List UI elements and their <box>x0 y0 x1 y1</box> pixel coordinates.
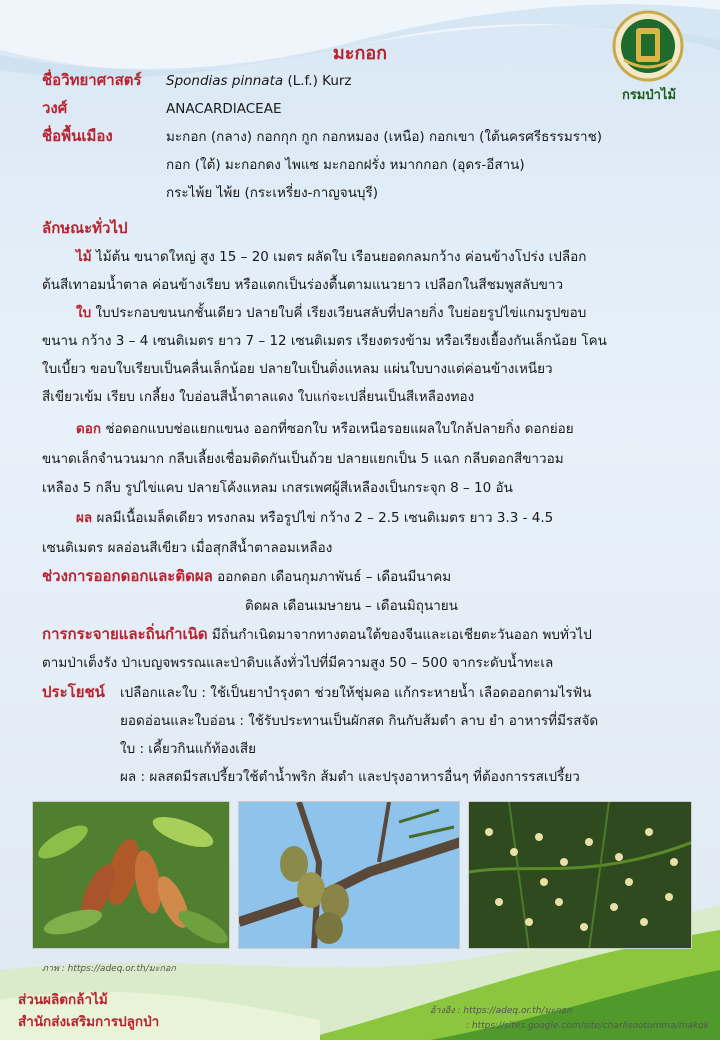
local-name-line: กระไพ้ย ไพ้ย (กระเหรี่ยง-กาญจนบุรี) <box>166 185 379 201</box>
leaf-label: ใบ <box>76 305 92 321</box>
photo-credit: ภาพ : https://adeq.or.th/มะกอก <box>42 964 176 974</box>
season-fruit: ติดผล เดือนเมษายน – เดือนมิถุนายน <box>245 598 458 614</box>
flower-label: ดอก <box>76 421 102 437</box>
footer-org-office: สำนักส่งเสริมการปลูกป่า <box>18 1014 160 1030</box>
tree-line: ไม้ ไม้ต้น ขนาดใหญ่ สูง 15 – 20 เมตร ผลัดใบ เรือนยอดกลมกว้าง ค่อนข้างโปร่ง เปลือก <box>76 249 587 265</box>
scientific-author: (L.f.) Kurz <box>283 73 352 89</box>
scientific-name-value <box>166 71 352 91</box>
family-value: ANACARDIACEAE <box>166 101 282 117</box>
local-name-label: ชื่อพื้นเมือง <box>42 127 113 145</box>
uses-line: ใบ : เคี้ยวกินแก้ท้องเสีย <box>120 741 257 757</box>
flowers-photo <box>468 801 692 949</box>
season-row <box>42 566 451 587</box>
distribution-row: การกระจายและถิ่นกำเนิด มีถิ่นกำเนิดมาจากทางตอนใต้ของจีนและเอเชียตะวันออก พบทั่วไป <box>42 625 592 643</box>
distribution-line: ตามป่าเต็งรัง ป่าเบญจพรรณและป่าดิบแล้งทั่วไปที่มีความสูง 50 – 500 จากระดับน้ำทะเล <box>42 655 554 671</box>
tree-label: ไม้ <box>76 249 92 265</box>
local-name-line: มะกอก (กลาง) กอกกุก กูก กอกหมอง (เหนือ) กอกเขา (ใต้นครศรีธรรมราช) <box>166 129 603 145</box>
leaf-line: ใบเบี้ยว ขอบใบเรียบเป็นคลื่นเล็กน้อย ปลายใบเป็นติ่งแหลม แผ่นใบบางแต่ค่อนข้างเหนียว <box>42 361 553 377</box>
distribution-label: การกระจายและถิ่นกำเนิด <box>42 625 208 643</box>
fruit-line: เซนติเมตร ผลอ่อนสีเขียว เมื่อสุกสีน้ำตาลอมเหลือง <box>42 540 333 556</box>
scientific-name-label: ชื่อวิทยาศาสตร์ <box>42 71 142 89</box>
footer-org-division: ส่วนผลิตกล้าไม้ <box>18 992 108 1008</box>
uses-line: ผล : ผลสดมีรสเปรี้ยวใช้ตำน้ำพริก ส้มตำ และปรุงอาหารอื่นๆ ที่ต้องการรสเปรี้ยว <box>120 769 580 785</box>
leaf-line: สีเขียวเข้ม เรียบ เกลี้ยง ใบอ่อนสีน้ำตาลแดง ใบแก่จะเปลี่ยนเป็นสีเหลืองทอง <box>42 389 475 405</box>
family-row <box>42 98 67 119</box>
uses-line: ยอดอ่อนและใบอ่อน : ใช้รับประทานเป็นผักสด กินกับส้มตำ ลาบ ยำ อาหารที่มีรสจัด <box>120 713 599 729</box>
logo-label: กรมป่าไม้ <box>621 88 677 103</box>
uses-line: เปลือกและใบ : ใช้เป็นยาบำรุงตา ช่วยให้ชุ่มคอ แก้กระหายน้ำ เลือดออกตามไรฟัน <box>120 685 592 701</box>
uses-label: ประโยชน์ <box>42 683 105 701</box>
leaf-line: ขนาน กว้าง 3 – 4 เซนติเมตร ยาว 7 – 12 เซนติเมตร เรียงตรงข้าม หรือเรียงเยื้องกันเล็กน้อย โคน <box>42 333 607 349</box>
fruits-photo <box>238 801 460 949</box>
general-heading: ลักษณะทั่วไป <box>42 219 128 237</box>
fruit-label: ผล <box>76 510 93 526</box>
flower-line: ดอก ช่อดอกแบบช่อแยกแขนง ออกที่ซอกใบ หรือเหนือรอยแผลใบใกล้ปลายกิ่ง ดอกย่อย <box>76 421 574 437</box>
leaves-photo <box>32 801 230 949</box>
flower-line: เหลือง 5 กลีบ รูปไข่แคบ ปลายโค้งแหลม เกสรเพศผู้สีเหลืองเป็นกระจุก 8 – 10 อัน <box>42 480 513 496</box>
uses-row <box>42 682 105 703</box>
flower-line: ขนาดเล็กจำนวนมาก กลีบเลี้ยงเชื่อมติดกันเป็นถ้วย ปลายแยกเป็น 5 แฉก กลีบดอกสีขาวอม <box>42 451 564 467</box>
local-name-line: กอก (ใต้) มะกอกดง ไพแซ มะกอกฝรั่ง หมากกอก (อุดร-อีสาน) <box>166 157 525 173</box>
page-title: มะกอก <box>332 43 388 64</box>
scientific-name-row <box>42 70 142 91</box>
reference-line: : https://sites.google.com/site/charlisootumma/makok <box>466 1021 709 1031</box>
family-label: วงศ์ <box>42 99 68 117</box>
season-label: ช่วงการออกดอกและติดผล <box>42 567 213 585</box>
fruit-line: ผล ผลมีเนื้อเมล็ดเดียว ทรงกลม หรือรูปไข่ กว้าง 2 – 2.5 เซนติเมตร ยาว 3.3 - 4.5 <box>76 510 554 526</box>
reference-line: อ้างอิง : https://adeq.or.th/มะกอก <box>430 1006 572 1016</box>
leaf-line: ใบ ใบประกอบขนนกชั้นเดียว ปลายใบคี่ เรียงเวียนสลับที่ปลายกิ่ง ใบย่อยรูปไข่แกมรูปขอบ <box>76 305 587 321</box>
local-name-row <box>42 126 113 147</box>
season-flower: ออกดอก เดือนกุมภาพันธ์ – เดือนมีนาคม <box>212 569 452 585</box>
scientific-genus: Spondias pinnata <box>166 73 284 89</box>
tree-line: ต้นสีเทาอมน้ำตาล ค่อนข้างเรียบ หรือแตกเป็นร่องตื้นตามแนวยาว เปลือกในสีชมพูสลับขาว <box>42 277 564 293</box>
